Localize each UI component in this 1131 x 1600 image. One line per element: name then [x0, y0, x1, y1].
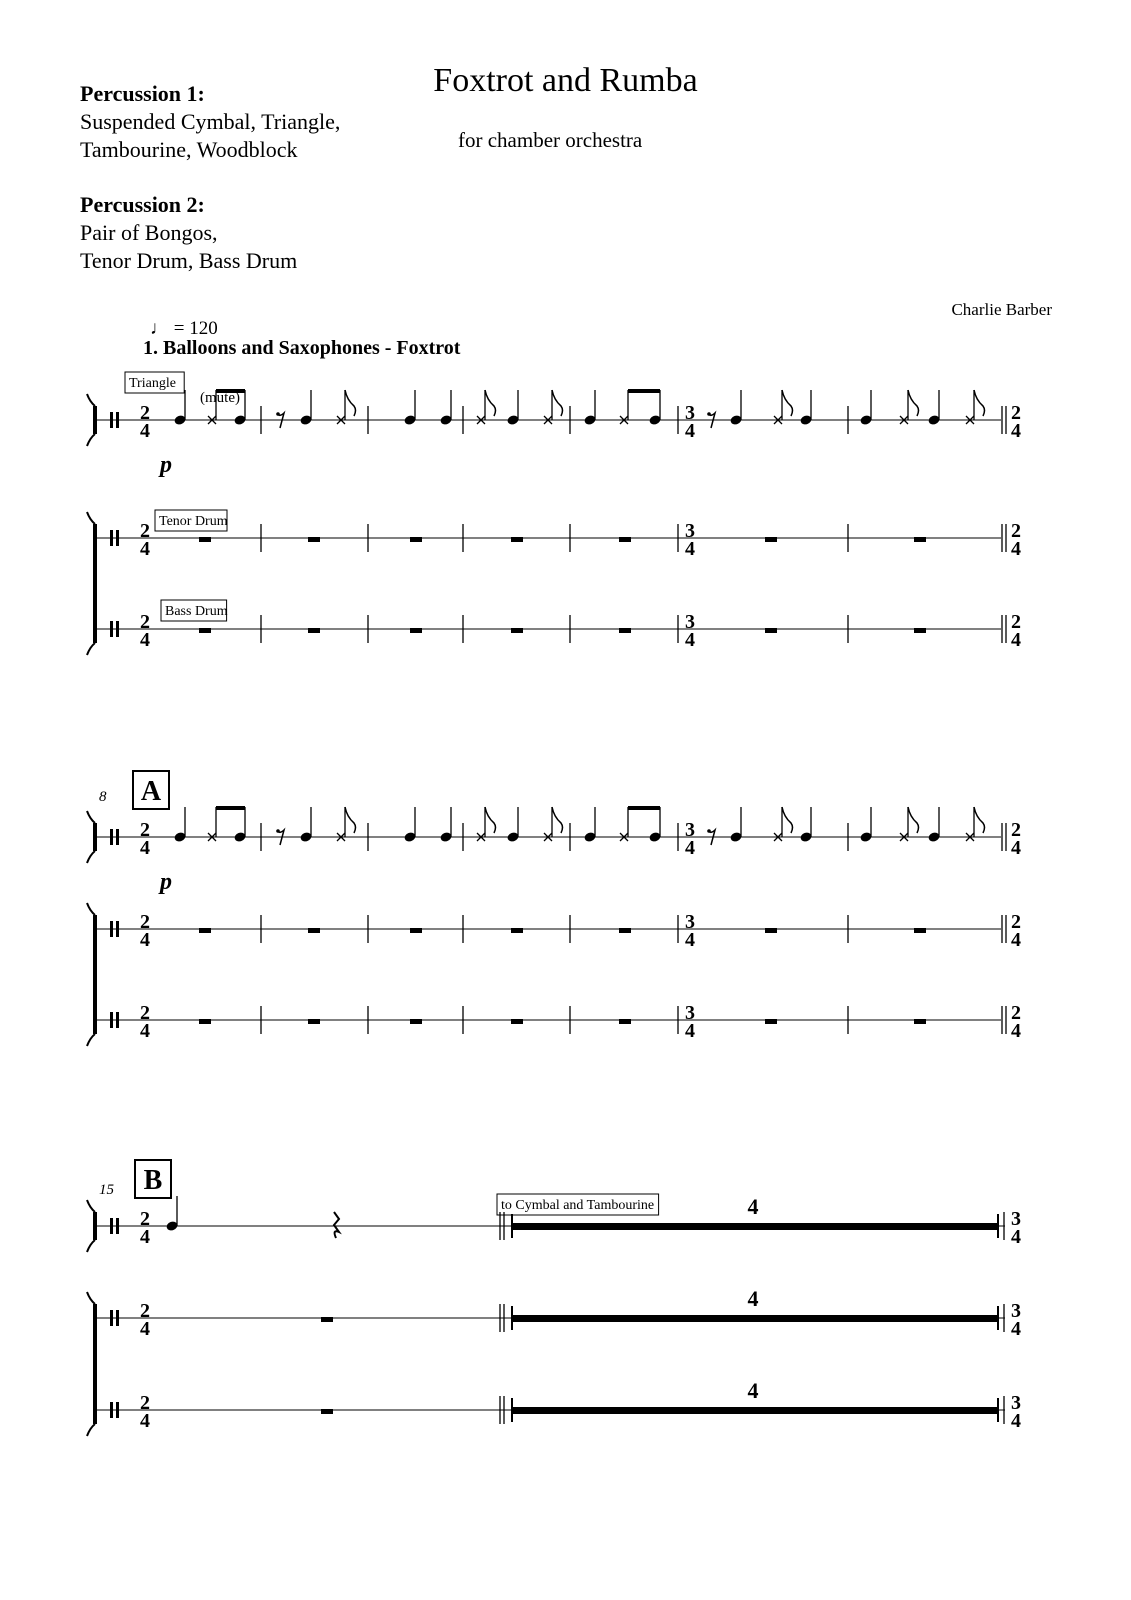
svg-text:4: 4 — [140, 929, 150, 951]
measure-rest — [765, 628, 777, 633]
svg-text:3: 3 — [685, 911, 695, 933]
measure-rest — [511, 537, 523, 542]
svg-text:4: 4 — [140, 837, 150, 859]
time-signature — [685, 911, 695, 951]
time-signature — [685, 611, 695, 651]
svg-text:2: 2 — [140, 1208, 150, 1230]
measure-rest — [914, 1019, 926, 1024]
percussion-clef — [116, 1012, 119, 1028]
time-signature — [140, 611, 150, 651]
percussion-clef — [110, 1402, 113, 1418]
svg-text:4: 4 — [140, 1020, 150, 1042]
time-signature — [140, 1392, 150, 1432]
time-signature — [1011, 1208, 1021, 1248]
bass-drum-label — [161, 600, 228, 621]
svg-text:2: 2 — [140, 611, 150, 633]
bracket-hook — [87, 1200, 95, 1212]
svg-text:4: 4 — [1011, 1020, 1021, 1042]
svg-text:4: 4 — [1011, 1226, 1021, 1248]
time-signature — [685, 520, 695, 560]
svg-text:4: 4 — [140, 629, 150, 651]
time-signature — [140, 520, 150, 560]
svg-text:3: 3 — [1011, 1392, 1021, 1414]
bracket-hook — [87, 512, 95, 524]
perc1-line1: Suspended Cymbal, Triangle, — [80, 109, 341, 134]
measure-rest — [308, 928, 320, 933]
note-flag — [485, 807, 496, 833]
svg-text:2: 2 — [140, 1002, 150, 1024]
measure-rest — [199, 1019, 211, 1024]
percussion-clef — [116, 1310, 119, 1326]
svg-text:4: 4 — [685, 837, 695, 859]
svg-text:2: 2 — [1011, 520, 1021, 542]
time-signature — [140, 911, 150, 951]
measure-rest — [199, 537, 211, 542]
note-flag — [908, 390, 919, 416]
percussion-clef — [116, 1218, 119, 1234]
composer: Charlie Barber — [951, 300, 1052, 319]
bracket-hook — [87, 811, 95, 823]
measure-rest — [410, 1019, 422, 1024]
measure-number: 8 — [99, 789, 107, 805]
perc1-heading: Percussion 1: — [80, 81, 205, 106]
svg-text:4: 4 — [140, 420, 150, 442]
svg-text:2: 2 — [1011, 1002, 1021, 1024]
percussion-clef — [116, 921, 119, 937]
time-signature — [1011, 1002, 1021, 1042]
measure-rest — [765, 928, 777, 933]
svg-text:B: B — [143, 1165, 163, 1196]
measure-rest — [308, 1019, 320, 1024]
rehearsal-mark — [135, 1160, 171, 1198]
svg-text:3: 3 — [685, 819, 695, 841]
measure-rest — [914, 537, 926, 542]
note-beam — [216, 806, 245, 810]
time-signature — [685, 402, 695, 442]
svg-text:4: 4 — [140, 1318, 150, 1340]
measure-rest — [619, 928, 631, 933]
svg-text:Bass Drum: Bass Drum — [165, 604, 228, 619]
tenor-drum-label — [155, 510, 228, 531]
measure-rest — [410, 628, 422, 633]
bracket-hook — [87, 1034, 95, 1046]
eighth-rest — [707, 412, 711, 416]
svg-text:Triangle: Triangle — [129, 376, 176, 391]
movement-title: 1. Balloons and Saxophones - Foxtrot — [143, 337, 461, 359]
svg-text:2: 2 — [140, 819, 150, 841]
svg-text:4: 4 — [685, 538, 695, 560]
percussion-clef — [116, 829, 119, 845]
svg-text:4: 4 — [1011, 837, 1021, 859]
bracket-hook — [87, 851, 95, 863]
time-signature — [685, 819, 695, 859]
quarter-rest — [334, 1212, 339, 1238]
svg-text:4: 4 — [685, 1020, 695, 1042]
svg-text:4: 4 — [140, 538, 150, 560]
eighth-rest — [276, 412, 280, 416]
rehearsal-mark — [133, 771, 169, 809]
measure-rest — [511, 628, 523, 633]
percussion-clef — [110, 412, 113, 428]
measure-rest — [619, 1019, 631, 1024]
percussion-clef — [116, 1402, 119, 1418]
measure-rest — [914, 628, 926, 633]
perc2-heading: Percussion 2: — [80, 192, 205, 217]
time-signature — [1011, 611, 1021, 651]
svg-text:2: 2 — [140, 1392, 150, 1414]
time-signature — [1011, 1392, 1021, 1432]
perc1-line2: Tambourine, Woodblock — [80, 137, 298, 162]
time-signature — [140, 1002, 150, 1042]
measure-number: 15 — [99, 1182, 114, 1198]
svg-text:2: 2 — [1011, 611, 1021, 633]
tempo-marking: ♩ = 120 — [150, 318, 218, 339]
svg-text:3: 3 — [685, 611, 695, 633]
measure-rest — [308, 537, 320, 542]
svg-text:4: 4 — [140, 1410, 150, 1432]
measure-rest — [765, 1019, 777, 1024]
dynamic-piano: p — [160, 452, 172, 478]
percussion-clef — [116, 530, 119, 546]
svg-text:2: 2 — [1011, 911, 1021, 933]
multirest-count: 4 — [747, 1286, 759, 1311]
bracket-hook — [87, 903, 95, 915]
measure-rest — [511, 1019, 523, 1024]
note-flag — [552, 807, 563, 833]
multirest-count: 4 — [747, 1378, 759, 1403]
multimeasure-rest — [512, 1407, 998, 1414]
note-flag — [908, 807, 919, 833]
svg-text:2: 2 — [140, 402, 150, 424]
time-signature — [1011, 1300, 1021, 1340]
svg-text:4: 4 — [1011, 420, 1021, 442]
time-signature — [1011, 402, 1021, 442]
measure-rest — [765, 537, 777, 542]
measure-rest — [619, 628, 631, 633]
svg-text:2: 2 — [1011, 402, 1021, 424]
svg-text:4: 4 — [140, 1226, 150, 1248]
svg-text:2: 2 — [140, 520, 150, 542]
svg-text:4: 4 — [1011, 1318, 1021, 1340]
piece-title: Foxtrot and Rumba — [433, 62, 698, 99]
measure-rest — [511, 928, 523, 933]
percussion-clef — [110, 1310, 113, 1326]
bracket-hook — [87, 1240, 95, 1252]
time-signature — [685, 1002, 695, 1042]
measure-rest — [410, 537, 422, 542]
note-flag — [782, 807, 793, 833]
time-signature — [1011, 911, 1021, 951]
measure-rest — [321, 1317, 333, 1322]
measure-rest — [410, 928, 422, 933]
percussion-clef — [116, 621, 119, 637]
percussion-clef — [110, 1012, 113, 1028]
svg-text:3: 3 — [1011, 1300, 1021, 1322]
time-signature — [1011, 520, 1021, 560]
svg-text:4: 4 — [685, 629, 695, 651]
svg-text:A: A — [140, 776, 162, 807]
note-flag — [345, 807, 356, 833]
measure-rest — [308, 628, 320, 633]
multirest-count: 4 — [747, 1194, 759, 1219]
measure-rest — [619, 537, 631, 542]
note-beam — [628, 389, 660, 393]
bracket-hook — [87, 1424, 95, 1436]
time-signature — [140, 1208, 150, 1248]
measure-rest — [914, 928, 926, 933]
note-flag — [552, 390, 563, 416]
note-flag — [485, 390, 496, 416]
svg-text:2: 2 — [140, 1300, 150, 1322]
percussion-clef — [116, 412, 119, 428]
note-flag — [974, 807, 985, 833]
note-flag — [974, 390, 985, 416]
note-flag — [782, 390, 793, 416]
svg-text:4: 4 — [685, 929, 695, 951]
time-signature — [1011, 819, 1021, 859]
measure-rest — [199, 628, 211, 633]
perc2-line1: Pair of Bongos, — [80, 220, 218, 245]
percussion-clef — [110, 1218, 113, 1234]
multimeasure-rest — [512, 1315, 998, 1322]
bracket-hook — [87, 434, 95, 446]
measure-rest — [321, 1409, 333, 1414]
svg-text:3: 3 — [1011, 1208, 1021, 1230]
svg-text:3: 3 — [685, 1002, 695, 1024]
mute-label: (mute) — [200, 390, 240, 406]
svg-text:to Cymbal and Tambourine: to Cymbal and Tambourine — [501, 1198, 655, 1213]
svg-text:2: 2 — [140, 911, 150, 933]
eighth-rest — [707, 829, 711, 833]
svg-text:4: 4 — [685, 420, 695, 442]
note-flag — [345, 390, 356, 416]
bracket-hook — [87, 1292, 95, 1304]
dynamic-piano: p — [160, 869, 172, 895]
measure-rest — [199, 928, 211, 933]
to-cymbal-label — [497, 1194, 659, 1215]
svg-text:4: 4 — [1011, 1410, 1021, 1432]
perc2-line2: Tenor Drum, Bass Drum — [80, 248, 298, 273]
eighth-rest — [276, 829, 280, 833]
percussion-clef — [110, 921, 113, 937]
multimeasure-rest — [512, 1223, 998, 1230]
svg-text:4: 4 — [1011, 929, 1021, 951]
triangle-label — [125, 372, 184, 393]
percussion-clef — [110, 621, 113, 637]
svg-text:Tenor Drum: Tenor Drum — [159, 514, 228, 529]
svg-text:4: 4 — [1011, 538, 1021, 560]
bracket-hook — [87, 643, 95, 655]
bracket-hook — [87, 394, 95, 406]
time-signature — [140, 402, 150, 442]
svg-text:3: 3 — [685, 520, 695, 542]
percussion-clef — [110, 530, 113, 546]
time-signature — [140, 1300, 150, 1340]
percussion-clef — [110, 829, 113, 845]
svg-text:4: 4 — [1011, 629, 1021, 651]
time-signature — [140, 819, 150, 859]
piece-subtitle: for chamber orchestra — [458, 128, 643, 152]
note-beam — [628, 806, 660, 810]
svg-text:2: 2 — [1011, 819, 1021, 841]
svg-text:3: 3 — [685, 402, 695, 424]
